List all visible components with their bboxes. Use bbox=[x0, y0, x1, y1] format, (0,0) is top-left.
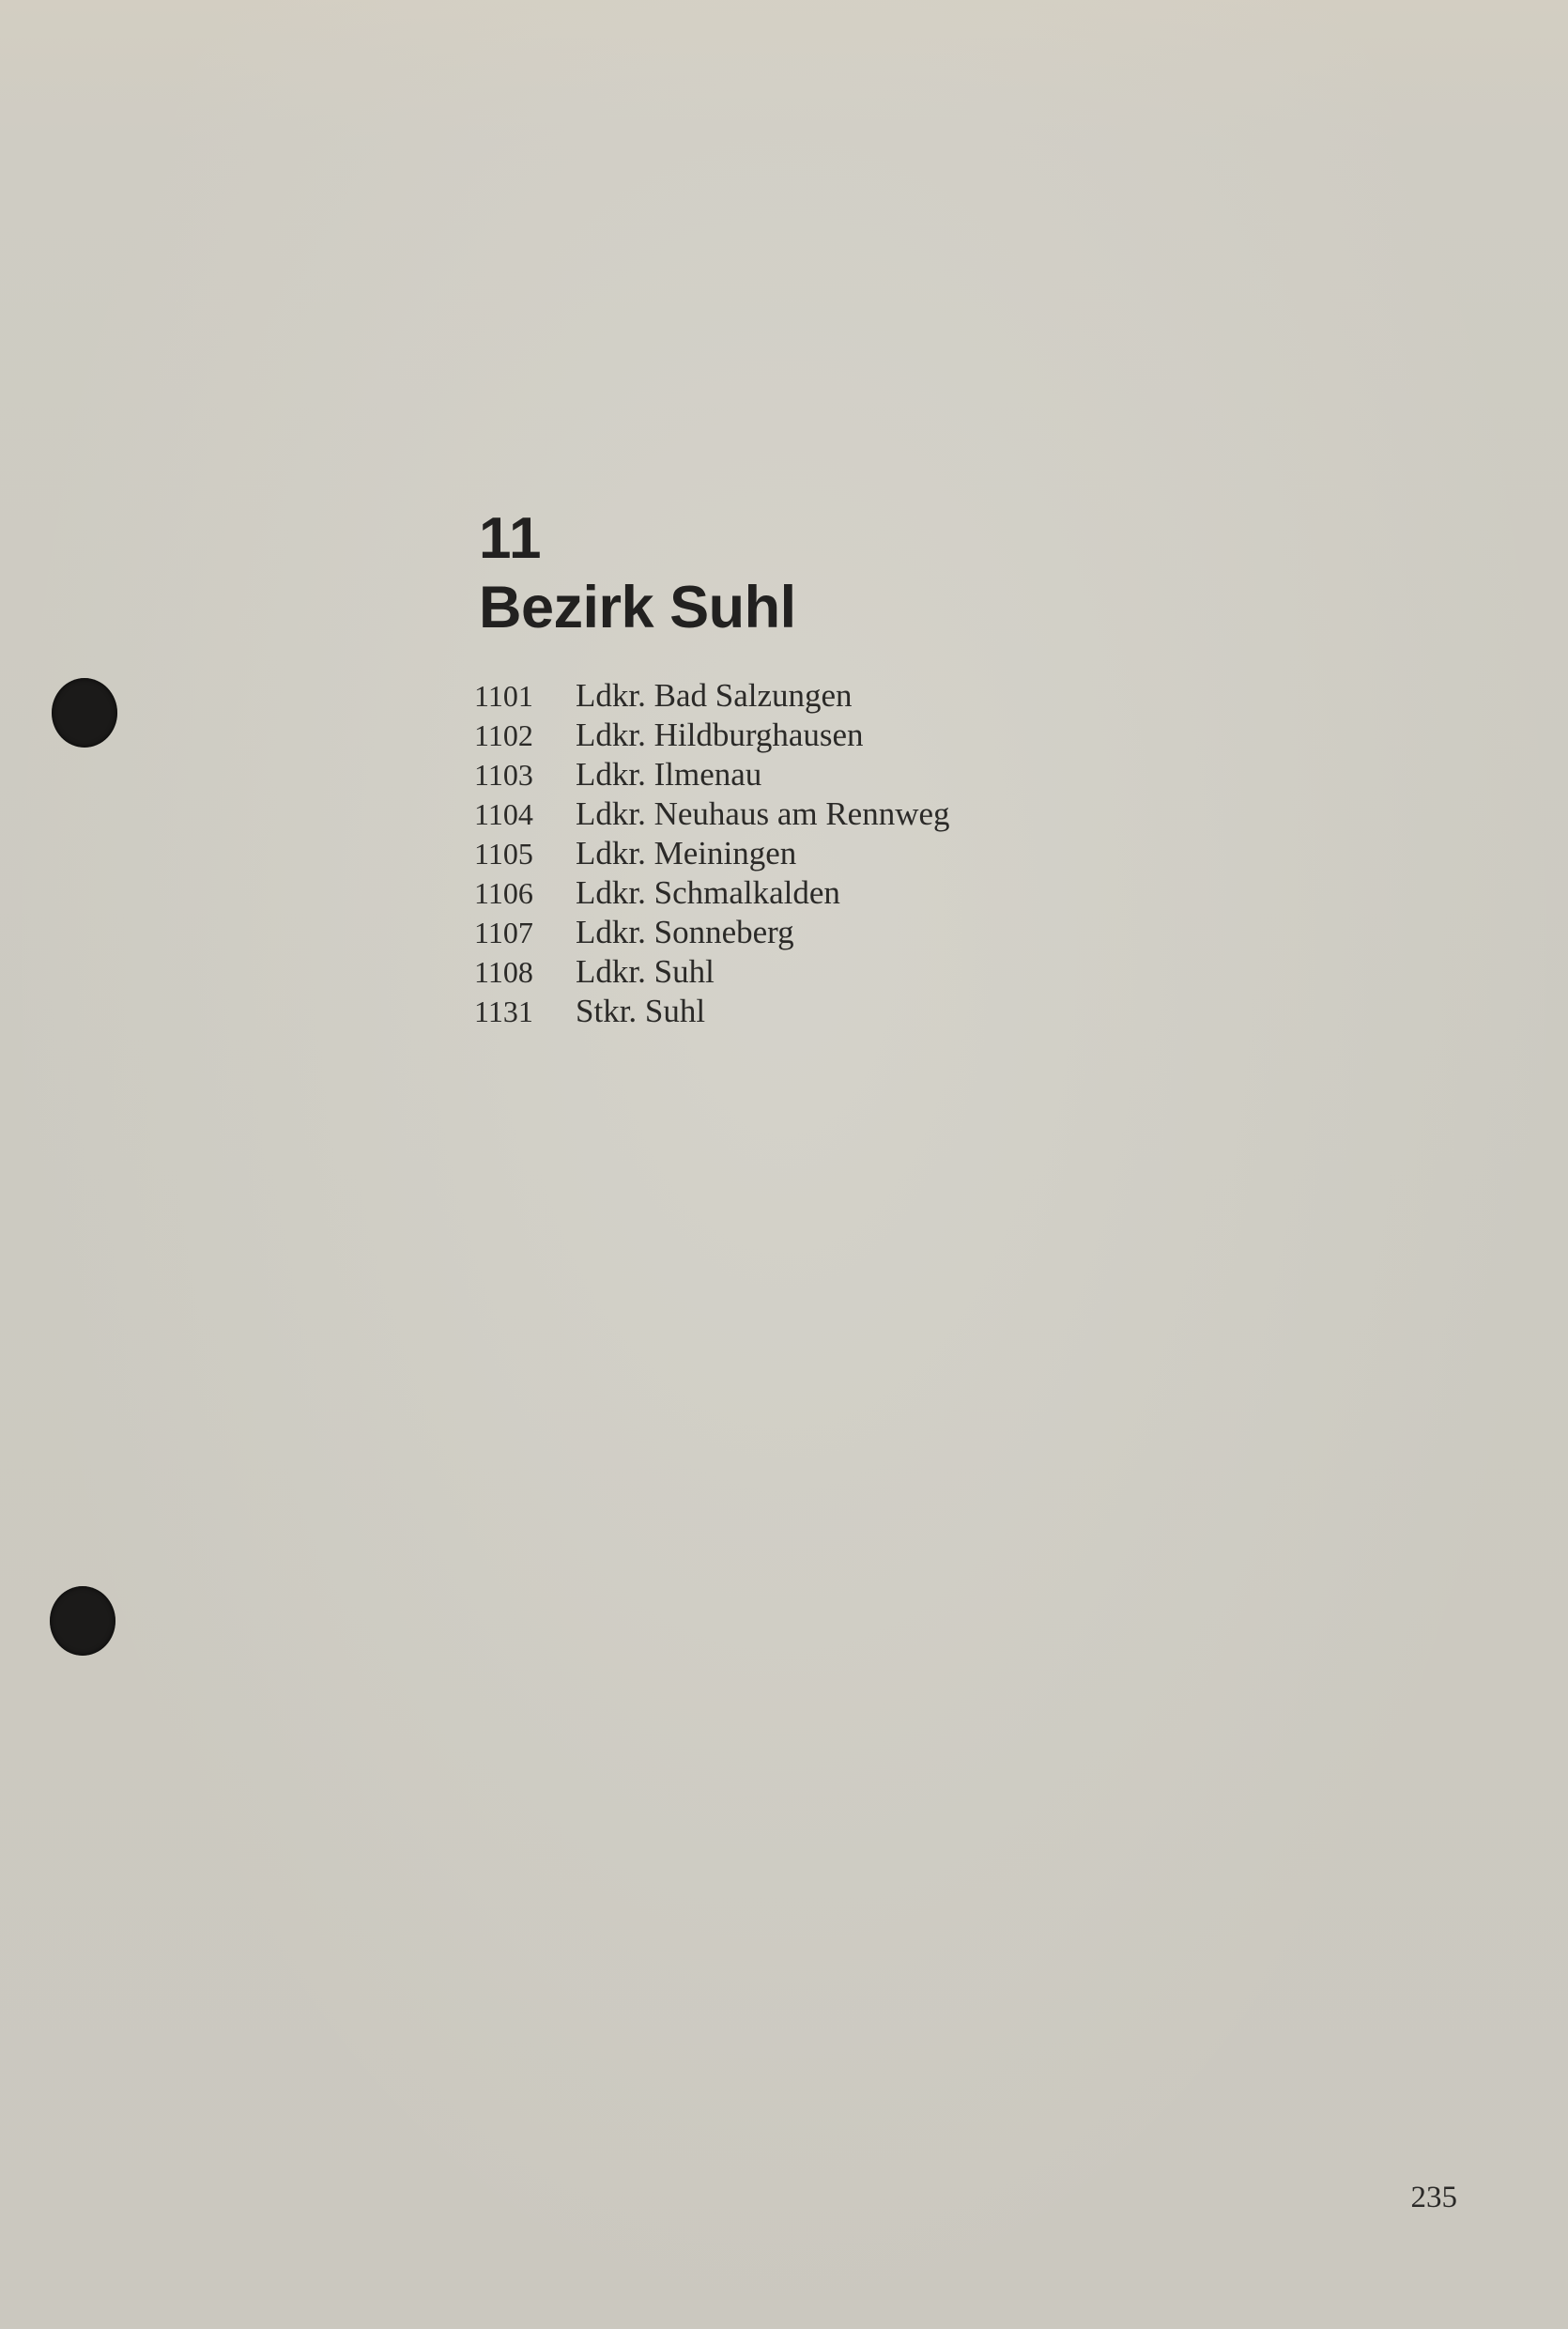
punch-hole-top bbox=[52, 678, 117, 748]
district-name: Ldkr. Sonneberg bbox=[576, 914, 794, 950]
list-item bbox=[474, 794, 950, 834]
chapter-heading bbox=[479, 505, 796, 642]
list-item bbox=[474, 716, 950, 755]
list-item bbox=[474, 755, 950, 794]
district-name: Ldkr. Bad Salzungen bbox=[576, 677, 853, 714]
list-item bbox=[474, 873, 950, 913]
district-code: 1106 bbox=[474, 876, 533, 910]
list-item bbox=[474, 992, 950, 1031]
district-code: 1107 bbox=[474, 916, 533, 949]
district-code: 1102 bbox=[474, 718, 533, 752]
district-name: Stkr. Suhl bbox=[576, 993, 706, 1029]
punch-hole-bottom bbox=[50, 1586, 115, 1656]
district-code: 1104 bbox=[474, 797, 533, 831]
district-name: Ldkr. Ilmenau bbox=[576, 756, 762, 793]
list-item bbox=[474, 834, 950, 873]
list-item bbox=[474, 952, 950, 992]
district-code: 1108 bbox=[474, 955, 533, 989]
district-name: Ldkr. Hildburghausen bbox=[576, 717, 864, 753]
district-name: Ldkr. Suhl bbox=[576, 953, 715, 990]
district-name: Ldkr. Schmalkalden bbox=[576, 874, 840, 911]
district-name: Ldkr. Meiningen bbox=[576, 835, 797, 871]
list-item bbox=[474, 913, 950, 952]
chapter-number: 11 bbox=[479, 506, 543, 571]
chapter-title: Bezirk Suhl bbox=[479, 575, 796, 640]
district-code: 1105 bbox=[474, 837, 533, 871]
district-code: 1101 bbox=[474, 679, 533, 713]
district-name: Ldkr. Neuhaus am Rennweg bbox=[576, 795, 950, 832]
district-code: 1131 bbox=[474, 995, 533, 1028]
district-code: 1103 bbox=[474, 758, 533, 792]
district-list bbox=[474, 676, 950, 1031]
page-number: 235 bbox=[1410, 2181, 1457, 2214]
list-item bbox=[474, 676, 950, 716]
